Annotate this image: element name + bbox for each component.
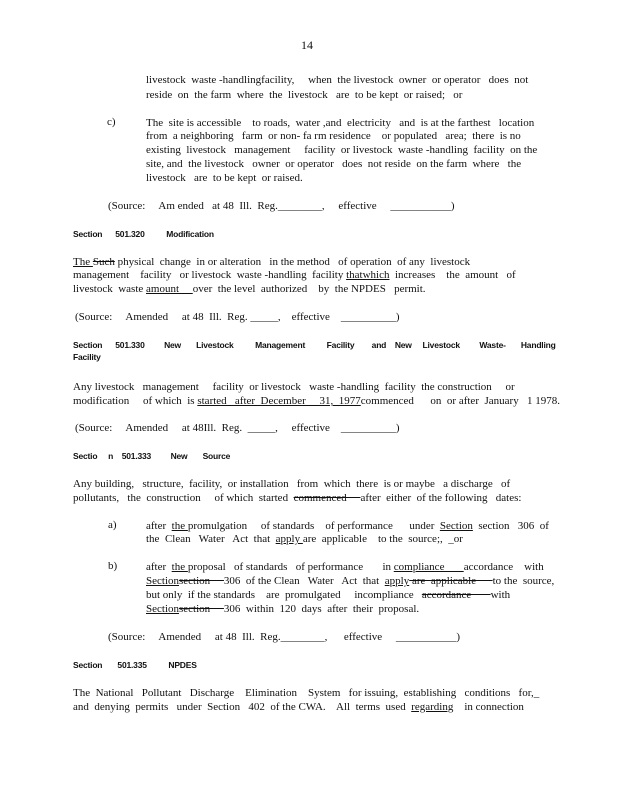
paragraph-line: livestock waste amount over the level authorized by the NPDES permit.	[73, 283, 426, 295]
section-heading-501-335: Section 501.335 NPDES	[73, 660, 197, 670]
list-item-b-line: but only if the standards are promulgated incompliance accordance with	[146, 589, 511, 601]
paragraph-line: The Such physical change in or alteration in the method of operation of any livestock	[73, 256, 471, 268]
source-note: (Source: Amended at 48 Ill. Reg. _____, effective __________)	[75, 311, 400, 323]
list-label-b: b)	[108, 560, 118, 572]
section-heading-501-330: Section 501.330 New Livestock Management Facility and New Livestock Waste- Handling	[73, 340, 556, 350]
list-item-c-line: The site is accessible to roads, water ,and electricity and is at the farthest location	[146, 117, 535, 129]
source-note: (Source: Amended at 48 Ill. Reg.________, effective ___________)	[108, 631, 461, 643]
section-heading-501-330-cont: Facility	[73, 352, 101, 362]
page-number: 14	[301, 38, 313, 52]
list-item-c-line: site, and the livestock owner or operator does not reside on the farm where the	[146, 158, 522, 170]
list-item-b-line: Sectionsection 306 of the Clean Water Act that apply are applicable to the source,	[146, 575, 555, 587]
paragraph-line: Any building, structure, facility, or installation from which there is or maybe a discharge of	[73, 478, 511, 490]
paragraph-line: and denying permits under Section 402 of the CWA. All terms used regarding in connection	[73, 701, 524, 713]
list-item-c-line: livestock are to be kept or raised.	[146, 172, 303, 184]
list-label-a: a)	[108, 519, 117, 531]
list-item-c-line: existing livestock management facility or livestock waste -handling facility on the	[146, 144, 538, 156]
list-item-b-line: after the proposal of standards of performance in compliance accordance with	[146, 561, 544, 573]
list-item-b-line: Sectionsection 306 within 120 days after their proposal.	[146, 603, 420, 615]
paragraph-line: Any livestock management facility or livestock waste -handling facility the construction or	[73, 381, 515, 393]
list-item-a-line: the Clean Water Act that apply are applicable to the source;, _or	[146, 533, 463, 545]
paragraph-line: The National Pollutant Discharge Elimination System for issuing, establishing conditions for,_	[73, 687, 540, 699]
section-heading-501-333: Sectio n 501.333 New Source	[73, 451, 231, 461]
source-note: (Source: Amended at 48Ill. Reg. _____, effective __________)	[75, 422, 400, 434]
paragraph-line: livestock waste -handlingfacility, when the livestock owner or operator does not	[146, 74, 529, 86]
paragraph-line: management facility or livestock waste -handling facility thatwhich increases the amount of	[73, 269, 516, 281]
section-heading-501-320: Section 501.320 Modification	[73, 229, 214, 239]
paragraph-line: reside on the farm where the livestock are to be kept or raised; or	[146, 89, 463, 101]
list-item-c-line: from a neighboring farm or non- fa rm residence or populated area; there is no	[146, 130, 521, 142]
list-label-c: c)	[107, 116, 116, 128]
source-note: (Source: Am ended at 48 Ill. Reg.________, effective ___________)	[108, 200, 455, 212]
paragraph-line: modification of which is started after December 31, 1977commenced on or after January 1 1978.	[73, 395, 560, 407]
paragraph-line: pollutants, the construction of which started commenced after either of the following dates:	[73, 492, 522, 504]
list-item-a-line: after the promulgation of standards of performance under Section section 306 of	[146, 520, 549, 532]
